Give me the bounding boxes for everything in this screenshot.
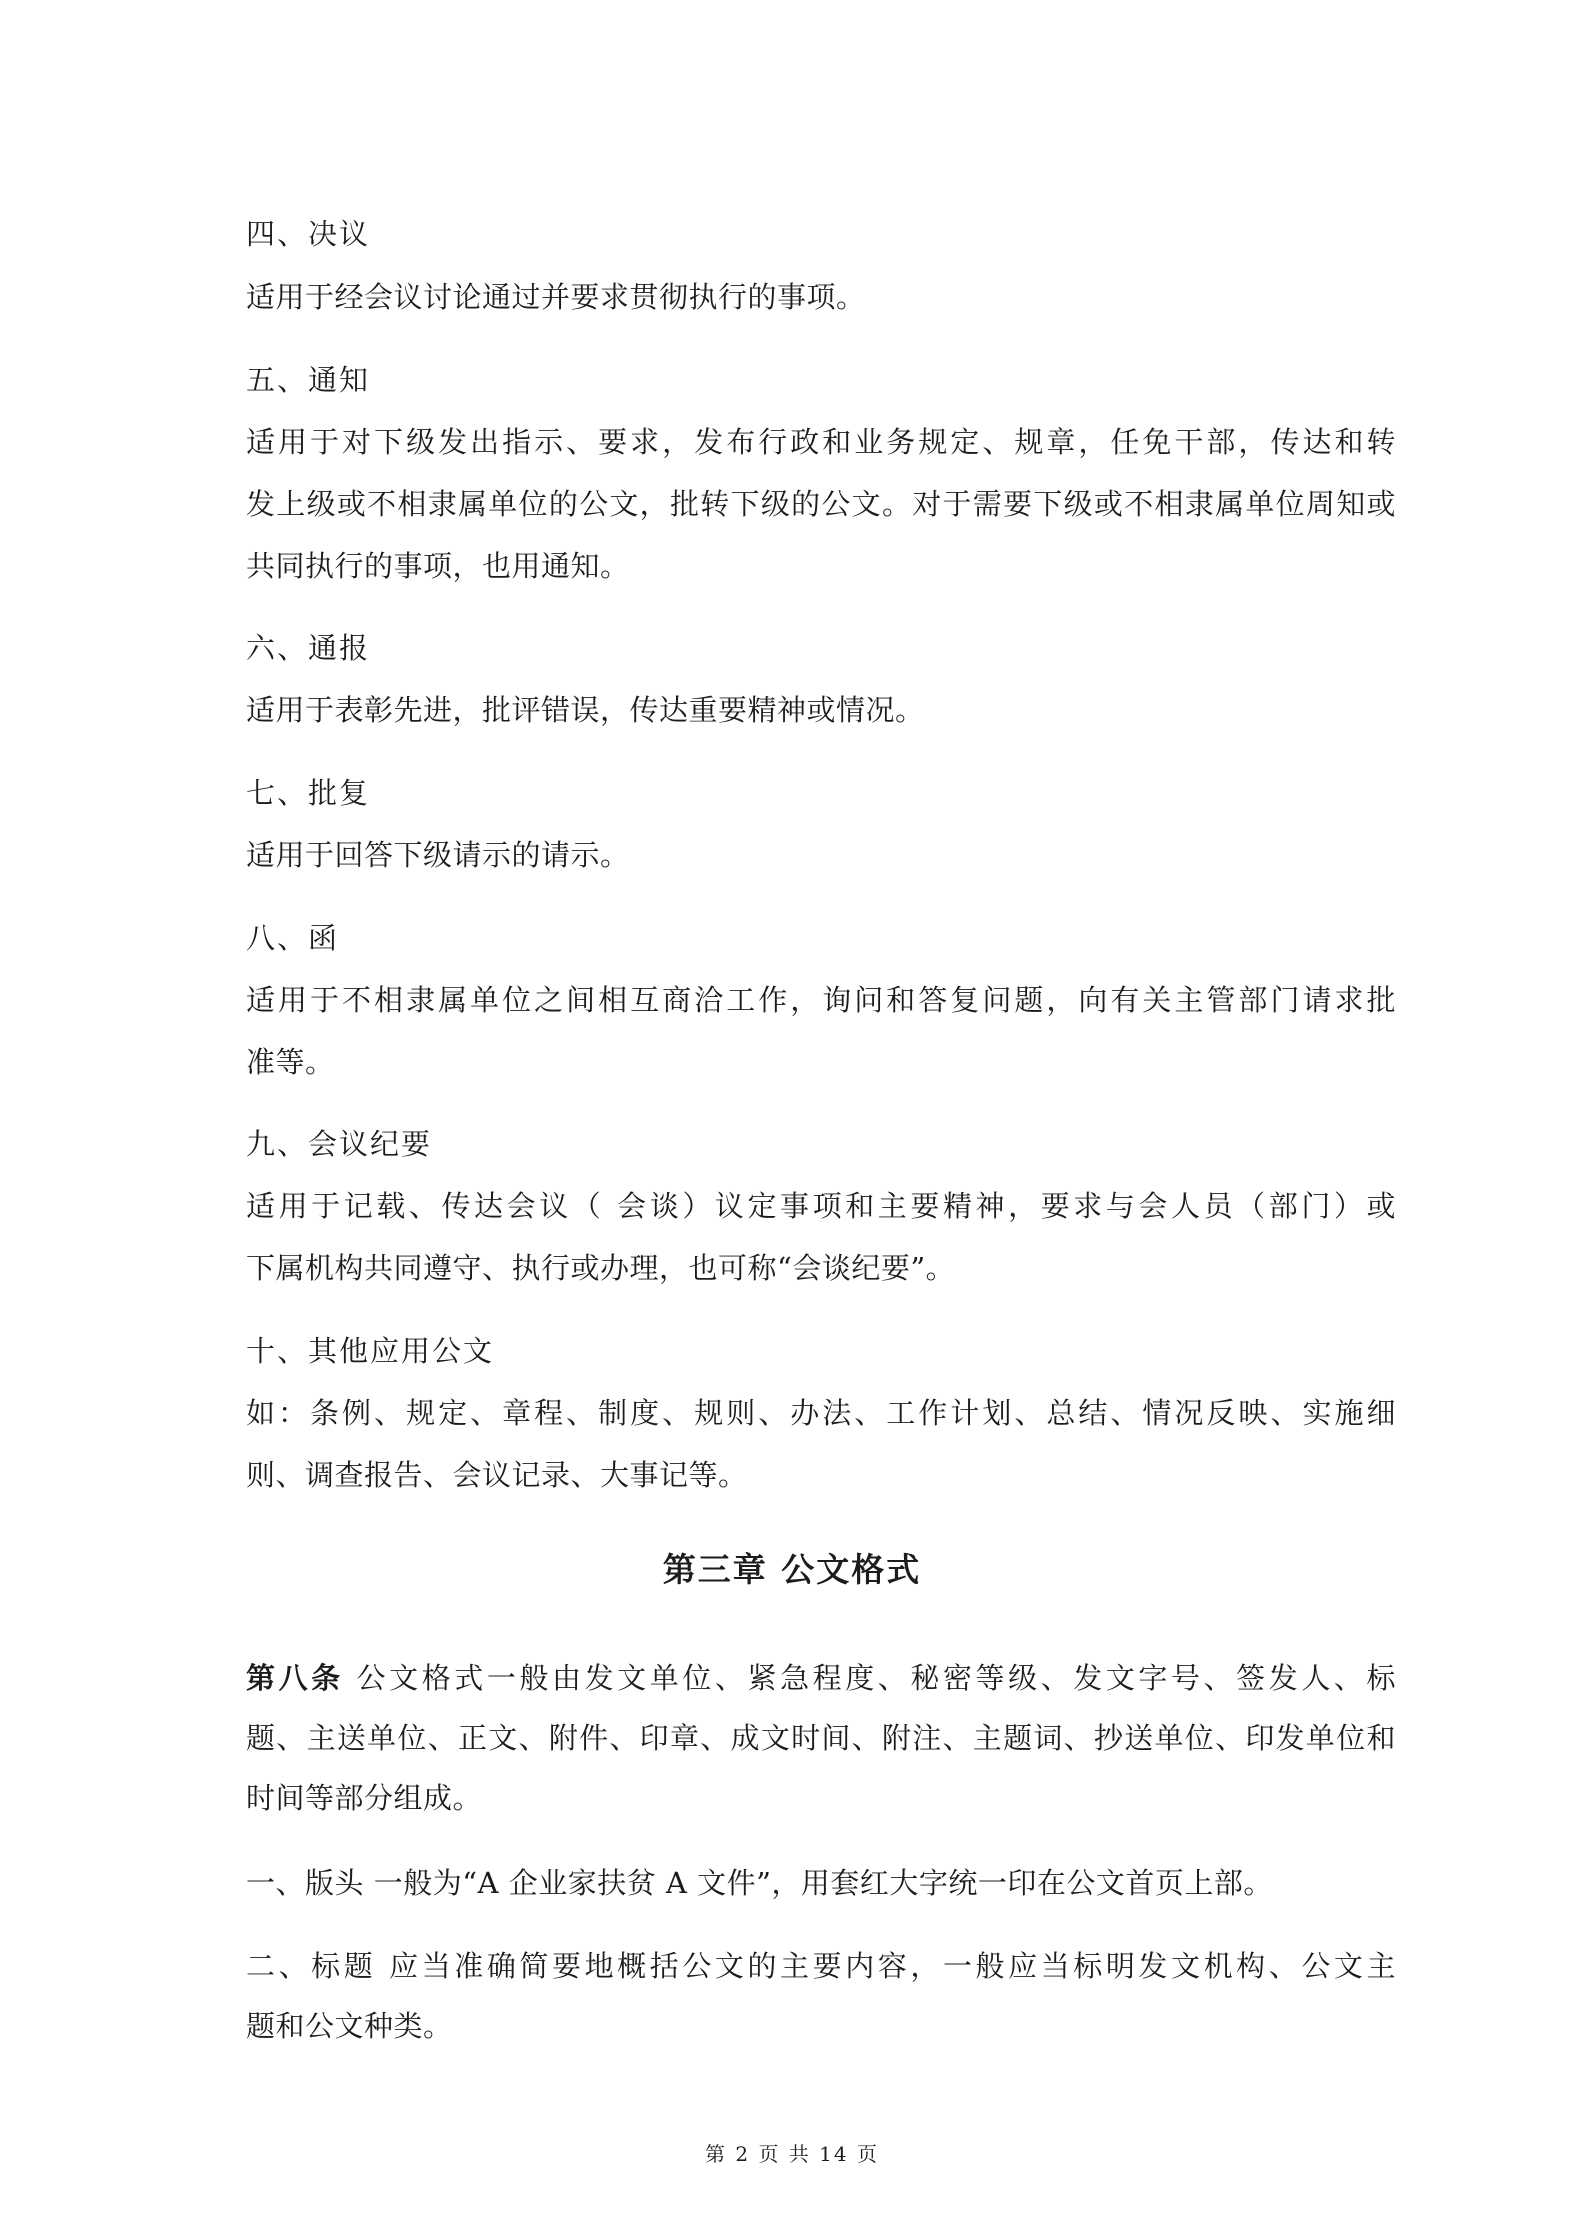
section-heading: 五、通知 [246, 363, 371, 397]
format-item-title-cont: 题和公文种类。 [246, 2009, 453, 2043]
format-item-title: 二、标题 应当准确简要地概括公文的主要内容，一般应当标明发文机构、公文主 [246, 1949, 1396, 1983]
section-heading: 八、函 [246, 921, 340, 955]
format-item-header: 一、版头 一般为“A 企业家扶贫 A 文件”，用套红大字统一印在公文首页上部。 [246, 1866, 1273, 1900]
section-heading: 六、通报 [246, 631, 371, 665]
paragraph-line: 适用于回答下级请示的请示。 [246, 838, 630, 872]
chapter-title: 第三章 公文格式 [662, 1550, 922, 1589]
paragraph-line: 适用于表彰先进，批评错误，传达重要精神或情况。 [246, 693, 925, 727]
section-heading: 十、其他应用公文 [246, 1334, 495, 1368]
paragraph-line: 适用于记载、传达会议（ 会谈）议定事项和主要精神，要求与会人员（部门）或 [246, 1189, 1396, 1223]
paragraph-line: 适用于对下级发出指示、要求，发布行政和业务规定、规章，任免干部，传达和转 [246, 425, 1396, 459]
article-line [246, 1660, 1396, 1696]
paragraph-line: 发上级或不相隶属单位的公文，批转下级的公文。对于需要下级或不相隶属单位周知或 [246, 487, 1396, 521]
article-text: 公文格式一般由发文单位、紧急程度、秘密等级、发文字号、签发人、标 [356, 1661, 1396, 1695]
section-heading: 九、会议纪要 [246, 1127, 433, 1161]
paragraph-line: 共同执行的事项，也用通知。 [246, 549, 630, 583]
paragraph-line: 下属机构共同遵守、执行或办理，也可称“会谈纪要”。 [246, 1251, 956, 1285]
paragraph-line: 则、调查报告、会议记录、大事记等。 [246, 1458, 748, 1492]
section-heading: 四、决议 [246, 217, 371, 251]
article-line: 题、主送单位、正文、附件、印章、成文时间、附注、主题词、抄送单位、印发单位和 [246, 1721, 1396, 1755]
paragraph-line: 准等。 [246, 1045, 335, 1079]
paragraph-line: 适用于不相隶属单位之间相互商洽工作，询问和答复问题，向有关主管部门请求批 [246, 983, 1396, 1017]
article-line: 时间等部分组成。 [246, 1781, 483, 1815]
paragraph-line: 如：条例、规定、章程、制度、规则、办法、工作计划、总结、情况反映、实施细 [246, 1396, 1396, 1430]
page-footer: 第 2 页 共 14 页 [705, 2142, 879, 2166]
paragraph-line: 适用于经会议讨论通过并要求贯彻执行的事项。 [246, 280, 866, 314]
section-heading: 七、批复 [246, 776, 371, 810]
article-label: 第八条 [246, 1661, 344, 1695]
